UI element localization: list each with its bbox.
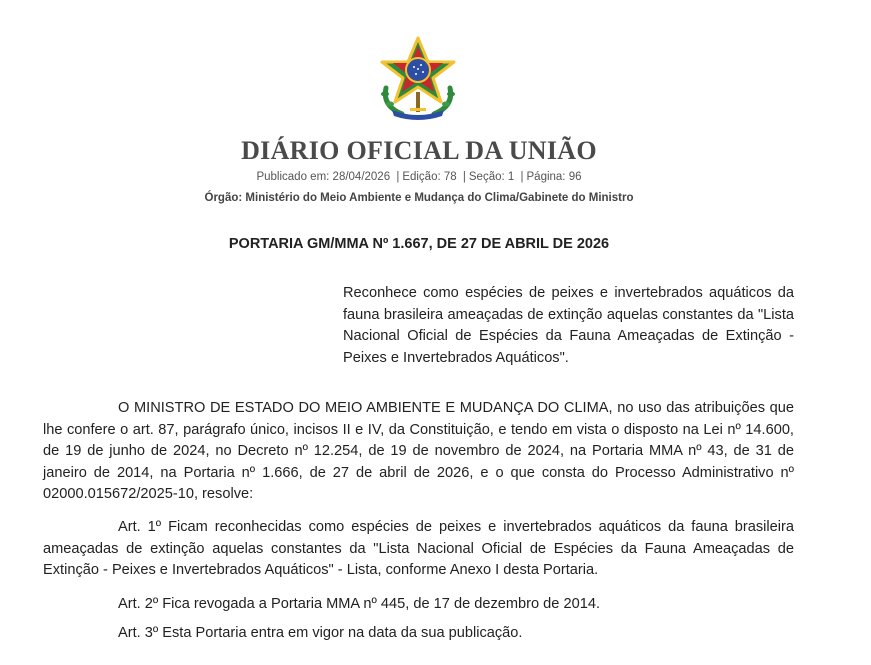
article-1: Art. 1º Ficam reconhecidas como espécies de peixes e invertebrados aquáticos da fauna brasileira ameaçadas de extinção aquelas constantes da "Lista Nacional Oficial de Espécies da Fauna Ameaçadas de Extinção - Peixes e Invertebrados Aquáticos" - Lista, conforme Anexo I desta Portaria.: [43, 519, 794, 578]
published-label: Publicado em:: [256, 171, 330, 183]
separator: |: [462, 171, 466, 183]
section-number: 1: [507, 171, 515, 183]
published-date: 28/04/2026: [332, 171, 391, 183]
article-2: Art. 2º Fica revogada a Portaria MMA nº 445, de 17 de dezembro de 2014.: [118, 596, 600, 612]
section-label: Seção:: [468, 171, 505, 183]
act-title: PORTARIA GM/MMA Nº 1.667, DE 27 DE ABRIL DE 2026: [228, 236, 610, 252]
separator: |: [396, 171, 400, 183]
organ-line: [0, 192, 838, 204]
page-label: Página:: [526, 171, 566, 183]
organ-name: Ministério do Meio Ambiente e Mudança do Clima/Gabinete do Ministro: [245, 192, 634, 204]
masthead-title: DIÁRIO OFICIAL DA UNIÃO: [241, 136, 597, 165]
page-number: 96: [568, 171, 582, 183]
publication-info: [0, 171, 838, 183]
act-ementa: Reconhece como espécies de peixes e invertebrados aquáticos da fauna brasileira ameaçadas de extinção aquelas constantes da "Lista Nacional Oficial de Espécies da Fauna Ameaçadas de Extinção - Peixes e Invertebrados Aquáticos".: [343, 285, 794, 366]
edition-label: Edição:: [402, 171, 441, 183]
organ-label: Órgão:: [204, 192, 243, 204]
separator: |: [520, 171, 524, 183]
act-preamble: O MINISTRO DE ESTADO DO MEIO AMBIENTE E MUDANÇA DO CLIMA, no uso das atribuições que lhe confere o art. 87, parágrafo único, incisos II e IV, da Constituição, e tendo em vista o disposto na Lei nº 14.600, de 19 de junho de 2024, no Decreto nº 12.254, de 19 de novembro de 2024, na Portaria MMA nº 43, de 31 de janeiro de 2014, na Portaria nº 1.666, de 27 de abril de 2026, e o que consta do Processo Administrativo nº 02000.015672/2025-10, resolve:: [43, 400, 794, 502]
article-3: Art. 3º Esta Portaria entra em vigor na data da sua publicação.: [118, 625, 523, 641]
edition-number: 78: [443, 171, 457, 183]
coat-of-arms-icon: [372, 36, 464, 120]
